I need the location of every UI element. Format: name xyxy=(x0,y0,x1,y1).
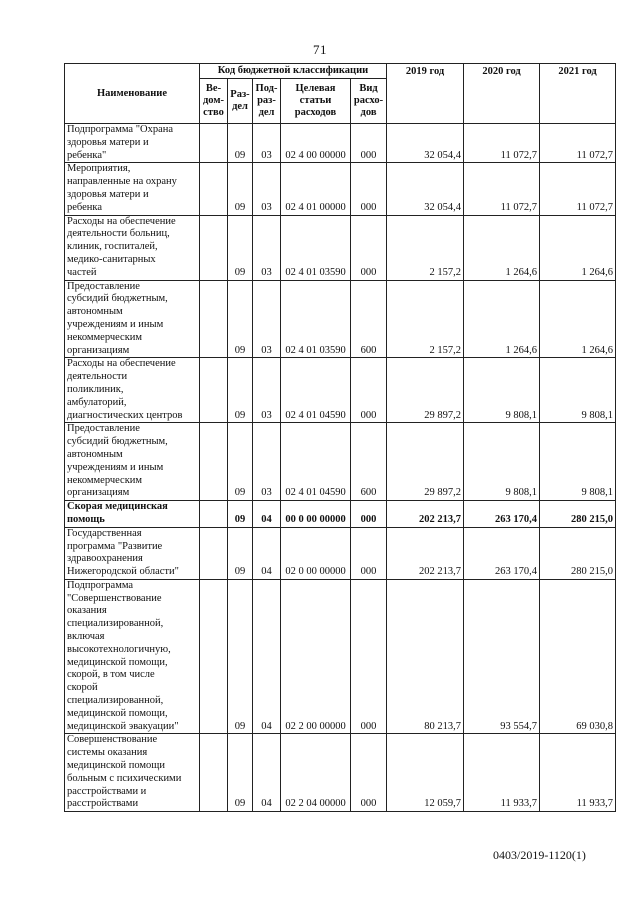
row-target-item: 00 0 00 00000 xyxy=(281,501,351,528)
row-amount-2021: 9 808,1 xyxy=(540,423,616,501)
header-expense-type: Вид расхо- дов xyxy=(351,79,387,124)
table-row xyxy=(65,501,616,528)
row-amount-2019: 2 157,2 xyxy=(387,280,464,358)
row-name-text: Государственная программа "Развитие здравоохранения Нижегородской области" xyxy=(67,527,179,578)
row-vedomstvo xyxy=(200,280,228,358)
row-vedomstvo xyxy=(200,215,228,280)
header-podrazdel: Под- раз- дел xyxy=(253,79,281,124)
row-amount-2019: 12 059,7 xyxy=(387,734,464,812)
row-name xyxy=(65,280,200,358)
row-amount-2021: 280 215,0 xyxy=(540,501,616,528)
row-name xyxy=(65,734,200,812)
header-classification-group: Код бюджетной классификации xyxy=(200,64,387,79)
table-row xyxy=(65,280,616,358)
header-name: Наименование xyxy=(65,64,200,124)
row-razdel: 09 xyxy=(228,423,253,501)
row-razdel: 09 xyxy=(228,124,253,163)
row-name-text: Совершенствование системы оказания медицинской помощи больным с психическими расстройствами и расстройствами xyxy=(67,734,182,810)
row-razdel: 09 xyxy=(228,734,253,812)
row-podrazdel: 04 xyxy=(253,527,281,579)
row-razdel: 09 xyxy=(228,358,253,423)
row-name-text: Предоставление субсидий бюджетным, автономным учреждениям и иным некоммерческим организациям xyxy=(67,423,168,499)
row-razdel: 09 xyxy=(228,280,253,358)
row-name-text: Расходы на обеспечение деятельности больниц, клиник, госпиталей, медико-санитарных частей xyxy=(67,215,176,278)
row-amount-2019: 202 213,7 xyxy=(387,527,464,579)
row-expense-type: 000 xyxy=(351,358,387,423)
row-expense-type: 000 xyxy=(351,163,387,215)
row-name-text: Мероприятия, направленные на охрану здоровья матери и ребенка xyxy=(67,163,177,213)
table-row xyxy=(65,163,616,215)
row-razdel: 09 xyxy=(228,163,253,215)
row-podrazdel: 03 xyxy=(253,358,281,423)
row-amount-2021: 1 264,6 xyxy=(540,280,616,358)
row-amount-2020: 263 170,4 xyxy=(464,527,540,579)
row-vedomstvo xyxy=(200,579,228,734)
row-vedomstvo xyxy=(200,124,228,163)
row-vedomstvo xyxy=(200,163,228,215)
row-expense-type: 600 xyxy=(351,423,387,501)
row-amount-2020: 93 554,7 xyxy=(464,579,540,734)
row-expense-type: 000 xyxy=(351,501,387,528)
row-name xyxy=(65,527,200,579)
row-expense-type: 600 xyxy=(351,280,387,358)
table-row xyxy=(65,527,616,579)
row-podrazdel: 03 xyxy=(253,280,281,358)
row-amount-2020: 11 072,7 xyxy=(464,124,540,163)
table-header xyxy=(65,64,616,124)
row-amount-2020: 263 170,4 xyxy=(464,501,540,528)
row-target-item: 02 2 04 00000 xyxy=(281,734,351,812)
row-name xyxy=(65,579,200,734)
table-row xyxy=(65,124,616,163)
row-expense-type: 000 xyxy=(351,527,387,579)
row-name-text: Предоставление субсидий бюджетным, автономным учреждениям и иным некоммерческим организациям xyxy=(67,280,168,356)
row-amount-2019: 29 897,2 xyxy=(387,358,464,423)
row-amount-2021: 69 030,8 xyxy=(540,579,616,734)
row-amount-2020: 9 808,1 xyxy=(464,423,540,501)
row-target-item: 02 0 00 00000 xyxy=(281,527,351,579)
table-row xyxy=(65,358,616,423)
row-name xyxy=(65,358,200,423)
row-amount-2019: 32 054,4 xyxy=(387,163,464,215)
table-row xyxy=(65,579,616,734)
row-name xyxy=(65,163,200,215)
row-target-item: 02 4 00 00000 xyxy=(281,124,351,163)
row-amount-2020: 11 072,7 xyxy=(464,163,540,215)
header-razdel: Раз- дел xyxy=(228,79,253,124)
row-amount-2019: 80 213,7 xyxy=(387,579,464,734)
row-razdel: 09 xyxy=(228,501,253,528)
row-target-item: 02 4 01 04590 xyxy=(281,358,351,423)
row-razdel: 09 xyxy=(228,527,253,579)
row-name xyxy=(65,124,200,163)
row-name-text: Расходы на обеспечение деятельности поликлиник, амбулаторий, диагностических центров xyxy=(67,358,183,421)
row-podrazdel: 04 xyxy=(253,734,281,812)
row-amount-2019: 29 897,2 xyxy=(387,423,464,501)
header-2021: 2021 год xyxy=(540,64,616,124)
row-target-item: 02 4 01 04590 xyxy=(281,423,351,501)
row-name xyxy=(65,423,200,501)
row-podrazdel: 03 xyxy=(253,124,281,163)
row-name xyxy=(65,215,200,280)
row-amount-2019: 202 213,7 xyxy=(387,501,464,528)
row-vedomstvo xyxy=(200,501,228,528)
row-target-item: 02 2 00 00000 xyxy=(281,579,351,734)
row-vedomstvo xyxy=(200,358,228,423)
row-expense-type: 000 xyxy=(351,124,387,163)
row-razdel: 09 xyxy=(228,579,253,734)
document-code: 0403/2019-1120(1) xyxy=(493,848,586,862)
page-number: 71 xyxy=(313,42,327,57)
row-amount-2020: 9 808,1 xyxy=(464,358,540,423)
row-amount-2021: 11 072,7 xyxy=(540,163,616,215)
row-amount-2020: 1 264,6 xyxy=(464,280,540,358)
row-target-item: 02 4 01 03590 xyxy=(281,280,351,358)
row-podrazdel: 03 xyxy=(253,163,281,215)
header-target-item: Целевая статьи расходов xyxy=(281,79,351,124)
row-name-text: Скорая медицинская помощь xyxy=(67,501,168,525)
row-name xyxy=(65,501,200,528)
header-vedomstvo: Ве- дом- ство xyxy=(200,79,228,124)
header-2019: 2019 год xyxy=(387,64,464,124)
row-name-text: Подпрограмма "Совершенствование оказания специализированной, включая высокотехнологичную, медицинской помощи, скорой, в том числе скорой специализированной, медицинской помощи, медицинской эвакуации" xyxy=(67,579,179,732)
row-amount-2020: 1 264,6 xyxy=(464,215,540,280)
row-expense-type: 000 xyxy=(351,734,387,812)
header-2020: 2020 год xyxy=(464,64,540,124)
row-vedomstvo xyxy=(200,527,228,579)
row-podrazdel: 03 xyxy=(253,215,281,280)
row-podrazdel: 03 xyxy=(253,423,281,501)
row-target-item: 02 4 01 00000 xyxy=(281,163,351,215)
row-amount-2019: 32 054,4 xyxy=(387,124,464,163)
row-name-text: Подпрограмма "Охрана здоровья матери и ребенка" xyxy=(67,124,174,161)
row-expense-type: 000 xyxy=(351,579,387,734)
row-amount-2021: 11 072,7 xyxy=(540,124,616,163)
row-razdel: 09 xyxy=(228,215,253,280)
row-amount-2021: 280 215,0 xyxy=(540,527,616,579)
row-amount-2021: 1 264,6 xyxy=(540,215,616,280)
row-expense-type: 000 xyxy=(351,215,387,280)
row-vedomstvo xyxy=(200,734,228,812)
row-podrazdel: 04 xyxy=(253,579,281,734)
row-amount-2021: 9 808,1 xyxy=(540,358,616,423)
row-vedomstvo xyxy=(200,423,228,501)
row-amount-2020: 11 933,7 xyxy=(464,734,540,812)
budget-table xyxy=(64,63,616,812)
table-row xyxy=(65,734,616,812)
row-amount-2019: 2 157,2 xyxy=(387,215,464,280)
row-target-item: 02 4 01 03590 xyxy=(281,215,351,280)
table-row xyxy=(65,423,616,501)
row-podrazdel: 04 xyxy=(253,501,281,528)
table-row xyxy=(65,215,616,280)
table-body xyxy=(65,124,616,812)
row-amount-2021: 11 933,7 xyxy=(540,734,616,812)
